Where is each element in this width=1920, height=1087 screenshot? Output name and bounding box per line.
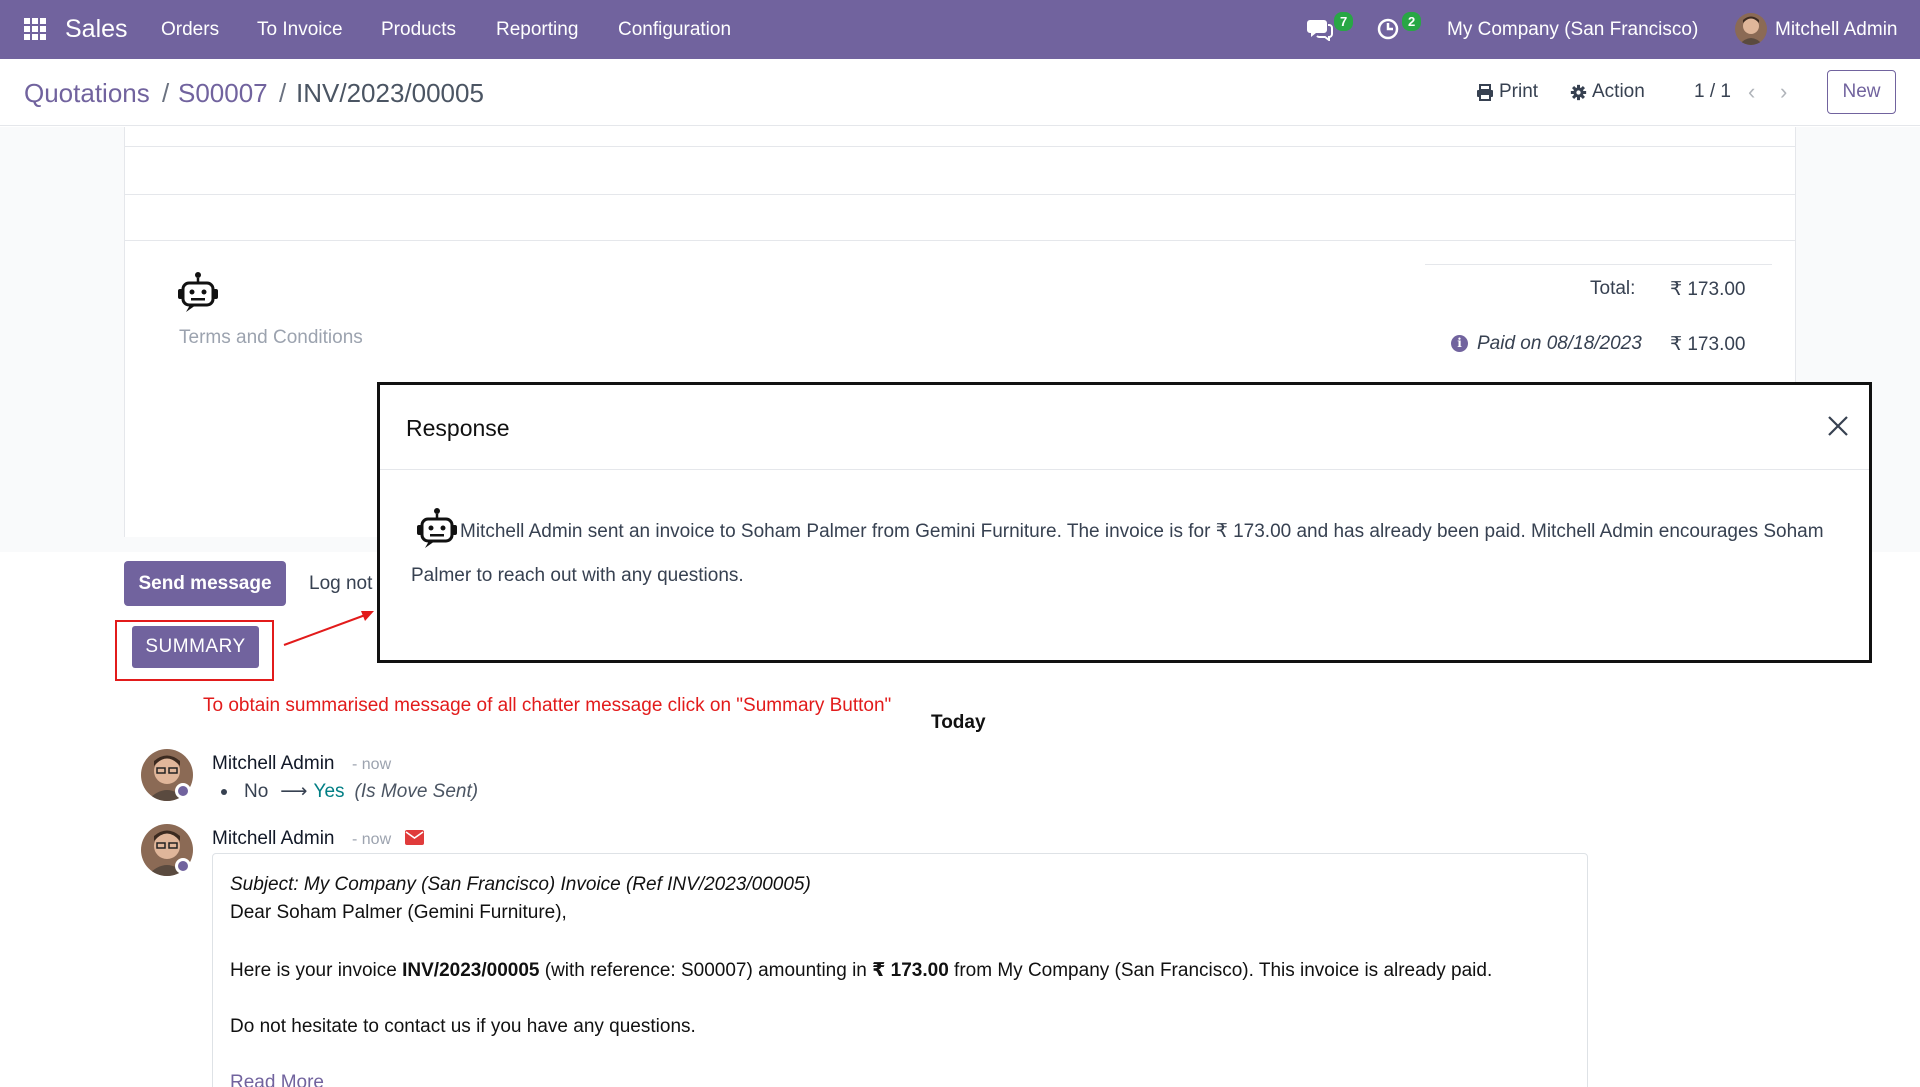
new-button[interactable]: New	[1827, 70, 1896, 114]
arrow-right-icon: ⟶	[280, 781, 308, 802]
pager-next-icon[interactable]: ›	[1780, 79, 1788, 104]
email-message-body	[212, 853, 1588, 1087]
app-brand[interactable]: Sales	[65, 15, 128, 43]
online-status-icon	[175, 783, 191, 799]
tracked-field-name: (Is Move Sent)	[354, 780, 479, 802]
breadcrumb-separator: /	[162, 78, 170, 108]
menu-reporting[interactable]: Reporting	[496, 19, 579, 40]
breadcrumb-separator: /	[279, 78, 287, 108]
read-more-link[interactable]: Read More	[230, 1072, 324, 1087]
breadcrumb-quotations[interactable]: Quotations	[24, 78, 150, 108]
log-note-button[interactable]: Log not	[309, 573, 373, 594]
menu-products[interactable]: Products	[381, 19, 456, 40]
print-button[interactable]	[1476, 81, 1538, 103]
user-menu[interactable]: Mitchell Admin	[1775, 19, 1898, 40]
email-closing: Do not hesitate to contact us if you have any questions.	[230, 1016, 696, 1037]
action-label: Action	[1592, 81, 1645, 102]
top-navbar	[0, 0, 1920, 59]
ai-robot-icon[interactable]	[175, 269, 221, 315]
message-time: - now	[352, 756, 392, 773]
divider	[125, 146, 1795, 147]
totals-divider	[1425, 264, 1772, 265]
envelope-icon	[405, 830, 424, 845]
response-dialog	[377, 382, 1872, 663]
breadcrumb-current: INV/2023/00005	[296, 78, 484, 108]
pager-previous-icon[interactable]: ‹	[1748, 79, 1756, 104]
dialog-title: Response	[406, 415, 510, 441]
email-greeting: Dear Soham Palmer (Gemini Furniture),	[230, 902, 567, 923]
new-value: Yes	[313, 780, 345, 802]
email-invoice-number: INV/2023/00005	[402, 960, 540, 981]
menu-orders[interactable]: Orders	[161, 19, 220, 40]
control-panel	[0, 59, 1920, 126]
breadcrumb-order[interactable]: S00007	[178, 78, 268, 108]
date-separator: Today	[931, 712, 986, 733]
tracking-value-change	[221, 780, 478, 803]
company-switcher[interactable]: My Company (San Francisco)	[1447, 19, 1699, 40]
message-author[interactable]: Mitchell Admin	[212, 828, 335, 849]
messages-badge: 7	[1334, 12, 1353, 31]
email-body-text: from My Company (San Francisco). This invoice is already paid.	[948, 960, 1493, 981]
annotation-text: To obtain summarised message of all chatter message click on "Summary Button"	[203, 695, 892, 716]
menu-to-invoice[interactable]: To Invoice	[257, 19, 343, 40]
online-status-icon	[175, 858, 191, 874]
paid-on-label: Paid on 08/18/2023	[1477, 333, 1642, 354]
payment-info-icon[interactable]: i	[1451, 335, 1468, 352]
apps-menu-icon[interactable]	[24, 18, 46, 40]
email-subject: Subject: My Company (San Francisco) Invoice (Ref INV/2023/00005)	[230, 874, 811, 895]
dialog-header	[380, 385, 1869, 470]
send-message-button[interactable]: Send message	[124, 561, 286, 606]
email-body-text: Here is your invoice	[230, 960, 403, 981]
email-body-text: (with reference: S00007) amounting in	[539, 960, 873, 981]
dialog-response-text: Mitchell Admin sent an invoice to Soham Palmer from Gemini Furniture. The invoice is for ₹ 173.00 and has already been paid. Mitchell Admin encourages Soham Palmer to reach out with any questions.	[411, 521, 1824, 586]
activities-badge: 2	[1402, 12, 1421, 31]
bullet-icon	[221, 789, 227, 795]
terms-and-conditions-field[interactable]: Terms and Conditions	[179, 327, 363, 348]
old-value: No	[244, 780, 269, 802]
print-label: Print	[1499, 81, 1539, 102]
action-button[interactable]	[1570, 81, 1645, 103]
menu-configuration[interactable]: Configuration	[618, 19, 732, 40]
close-icon[interactable]	[1825, 413, 1851, 439]
paid-value: ₹ 173.00	[1670, 334, 1746, 355]
divider	[125, 240, 1795, 241]
activity-clock-icon[interactable]	[1376, 17, 1400, 41]
user-avatar[interactable]	[1735, 13, 1767, 45]
divider	[125, 194, 1795, 195]
gear-icon	[1570, 84, 1587, 101]
print-icon	[1476, 84, 1494, 101]
summary-button[interactable]: SUMMARY	[132, 626, 259, 668]
annotation-arrow-icon	[280, 605, 380, 650]
total-label: Total:	[1590, 278, 1636, 299]
message-author[interactable]: Mitchell Admin	[212, 753, 335, 774]
email-amount: ₹ 173.00	[872, 960, 949, 981]
message-time: - now	[352, 831, 392, 848]
email-body-line	[230, 959, 1492, 982]
messages-icon[interactable]	[1307, 17, 1333, 41]
pager-value[interactable]: 1 / 1	[1694, 81, 1731, 102]
total-value: ₹ 173.00	[1670, 279, 1746, 300]
